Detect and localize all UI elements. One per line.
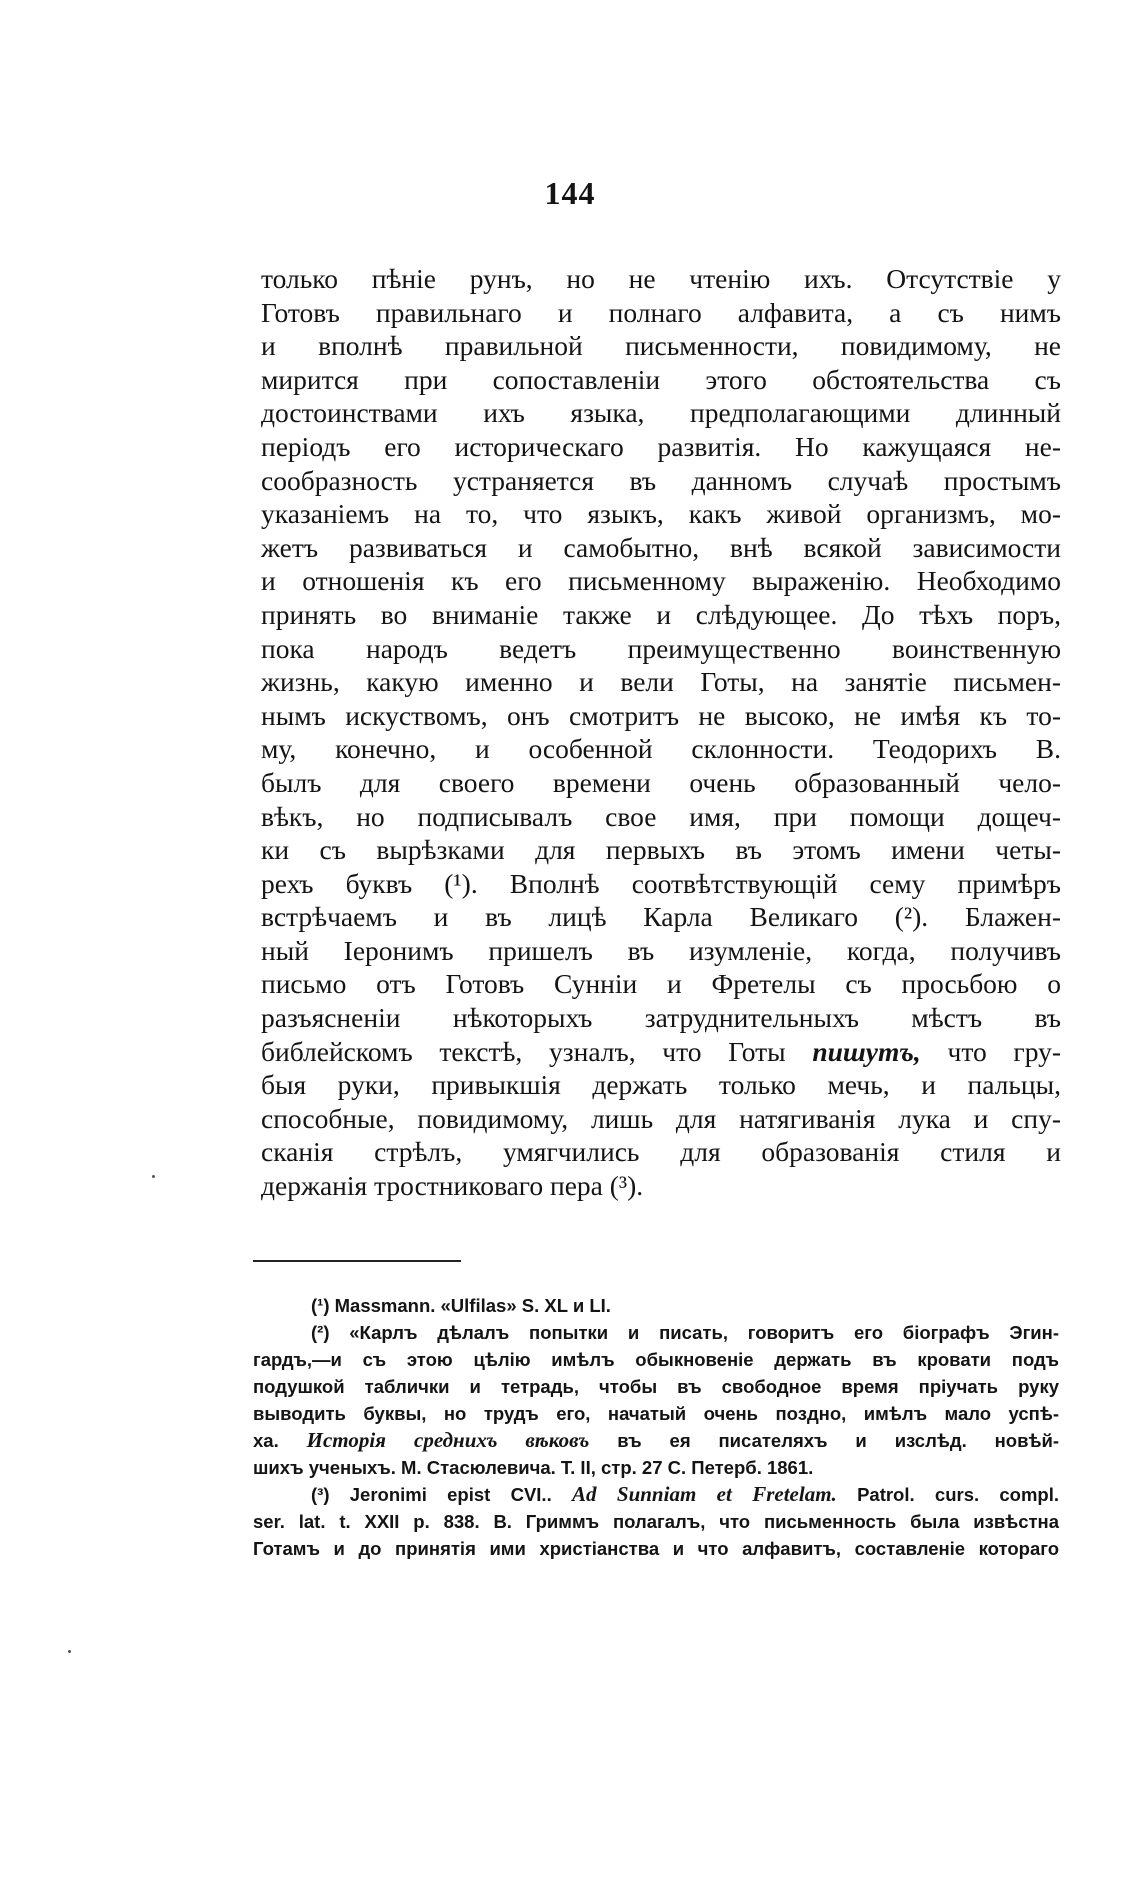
- text-line: только пѣніе рунъ, но не чтенiю ихъ. Отсутствiе у: [261, 263, 1061, 294]
- text-line: вѣкъ, но подписывалъ свое имя, при помощи дощеч-: [261, 800, 1061, 832]
- text-line: пока народъ ведетъ преимущественно воинственную: [261, 632, 1061, 664]
- text-line: встрѣчаемъ и въ лицѣ Карла Великаго (²). Блажен-: [261, 901, 1061, 933]
- text-line: сканiя стрѣлъ, умягчились для образованiя стиля и: [261, 1136, 1061, 1168]
- emphasized-word: пишутъ,: [812, 1035, 921, 1067]
- footnote-2-line: шихъ ученыхъ. М. Стасюлевича. Т. II, стр. 27 С. Петерб. 1861.: [253, 1457, 814, 1478]
- text-line: достоинствами ихъ языка, предполагающими длинный: [261, 397, 1061, 429]
- text-line: жизнь, какую именно и вели Готы, на занятiе письмен-: [261, 666, 1061, 698]
- text-line: жетъ развиваться и самобытно, внѣ всякой зависимости: [261, 531, 1061, 563]
- footnote-separator: [253, 1260, 461, 1262]
- footnote-2-line: [253, 1427, 1059, 1454]
- footnote-3-line1-start: (³) Jeronimi epist CVI..: [311, 1484, 552, 1505]
- footnote-2-line: выводить буквы, но трудъ его, начатый очень поздно, имѣлъ мало успѣ-: [253, 1403, 1059, 1424]
- text-line: и вполнѣ правильной письменности, повидимому, не: [261, 330, 1061, 362]
- text-line: перiодъ его историческаго развитія. Но кажущаяся не-: [261, 430, 1061, 462]
- text-line: держанiя тростниковаго пера (³).: [261, 1170, 644, 1202]
- footnotes: [253, 1292, 1059, 1562]
- text-line: письмо отъ Готовъ Суннiи и Фретелы съ просьбою о: [261, 968, 1061, 1000]
- main-text: [261, 262, 1061, 1203]
- footnote-3-work-title: Ad Sunniam et Fretelam.: [572, 1482, 837, 1506]
- text-line-with-emphasis: [261, 1035, 1061, 1069]
- text-line: ный Iеронимъ пришелъ въ изумленiе, когда, получивъ: [261, 934, 1061, 966]
- scan-speck: [68, 1650, 71, 1653]
- footnote-3-line: ser. lat. t. XXII p. 838. В. Гриммъ полагалъ, что письменность была извѣстна: [253, 1511, 1059, 1532]
- text-line: принять во вниманiе также и слѣдующее. До тѣхъ поръ,: [261, 598, 1061, 630]
- footnote-2-line5-end: въ ея писателяхъ и изслѣд. новѣй-: [617, 1430, 1060, 1451]
- footnote-2-line: подушкой таблички и тетрадь, чтобы въ свободное время прiучать руку: [253, 1376, 1059, 1397]
- footnote-3-line1-end: Patrol. curs. compl.: [857, 1484, 1060, 1505]
- footnote-1: (¹) Massmann. «Ulfilas» S. XL и LI.: [311, 1295, 611, 1316]
- text-line: Готовъ правильнаго и полнаго алфавита, а съ нимъ: [261, 296, 1061, 328]
- footnote-2-book-title: Исторiя среднихъ вѣковъ: [306, 1428, 590, 1452]
- footnote-3-line: Готамъ и до принятiя ими христiанства и что алфавитъ, составленiе котораго: [253, 1538, 1059, 1559]
- page-number: 144: [544, 175, 596, 211]
- text-line: сообразность устраняется въ данномъ случаѣ простымъ: [261, 464, 1061, 496]
- text-line: и отношенiя къ его письменному выраженiю. Необходимо: [261, 565, 1061, 597]
- text-line: указанiемъ на то, что языкъ, какъ живой организмъ, мо-: [261, 498, 1061, 530]
- footnote-3-line: [253, 1481, 1059, 1508]
- text-line: му, конечно, и особенной склонности. Теодорихъ В.: [261, 733, 1061, 765]
- text-line: разъясненiи нѣкоторыхъ затруднительныхъ мѣстъ въ: [261, 1002, 1061, 1034]
- scan-speck: [152, 1175, 155, 1178]
- footnote-2-line: (²) «Карлъ дѣлалъ попытки и писать, говоритъ его бiографъ Эгин-: [311, 1322, 1059, 1343]
- footnote-2-line: гардъ,—и съ этою цѣлiю имѣлъ обыкновенiе держать въ кровати подъ: [253, 1349, 1059, 1370]
- text-line: ки съ вырѣзками для первыхъ въ этомъ имени четы-: [261, 834, 1061, 866]
- text-line: быя руки, привыкшiя держать только мечь, и пальцы,: [261, 1069, 1061, 1101]
- text-line: рехъ буквъ (¹). Вполнѣ соотвѣтствующiй сему примѣръ: [261, 867, 1061, 899]
- text-line: нымъ искуствомъ, онъ смотритъ не высоко, не имѣя къ то-: [261, 699, 1061, 731]
- footnote-2-line5-start: ха.: [253, 1430, 279, 1451]
- text-line-end: что гру-: [947, 1035, 1061, 1067]
- text-line: былъ для своего времени очень образованный чело-: [261, 766, 1061, 798]
- text-line: способные, повидимому, лишь для натягиванiя лука и спу-: [261, 1102, 1061, 1134]
- text-line: мирится при сопоставленiи этого обстоятельства съ: [261, 363, 1061, 395]
- text-line-start: библейскомъ текстѣ, узналъ, что Готы: [261, 1035, 786, 1067]
